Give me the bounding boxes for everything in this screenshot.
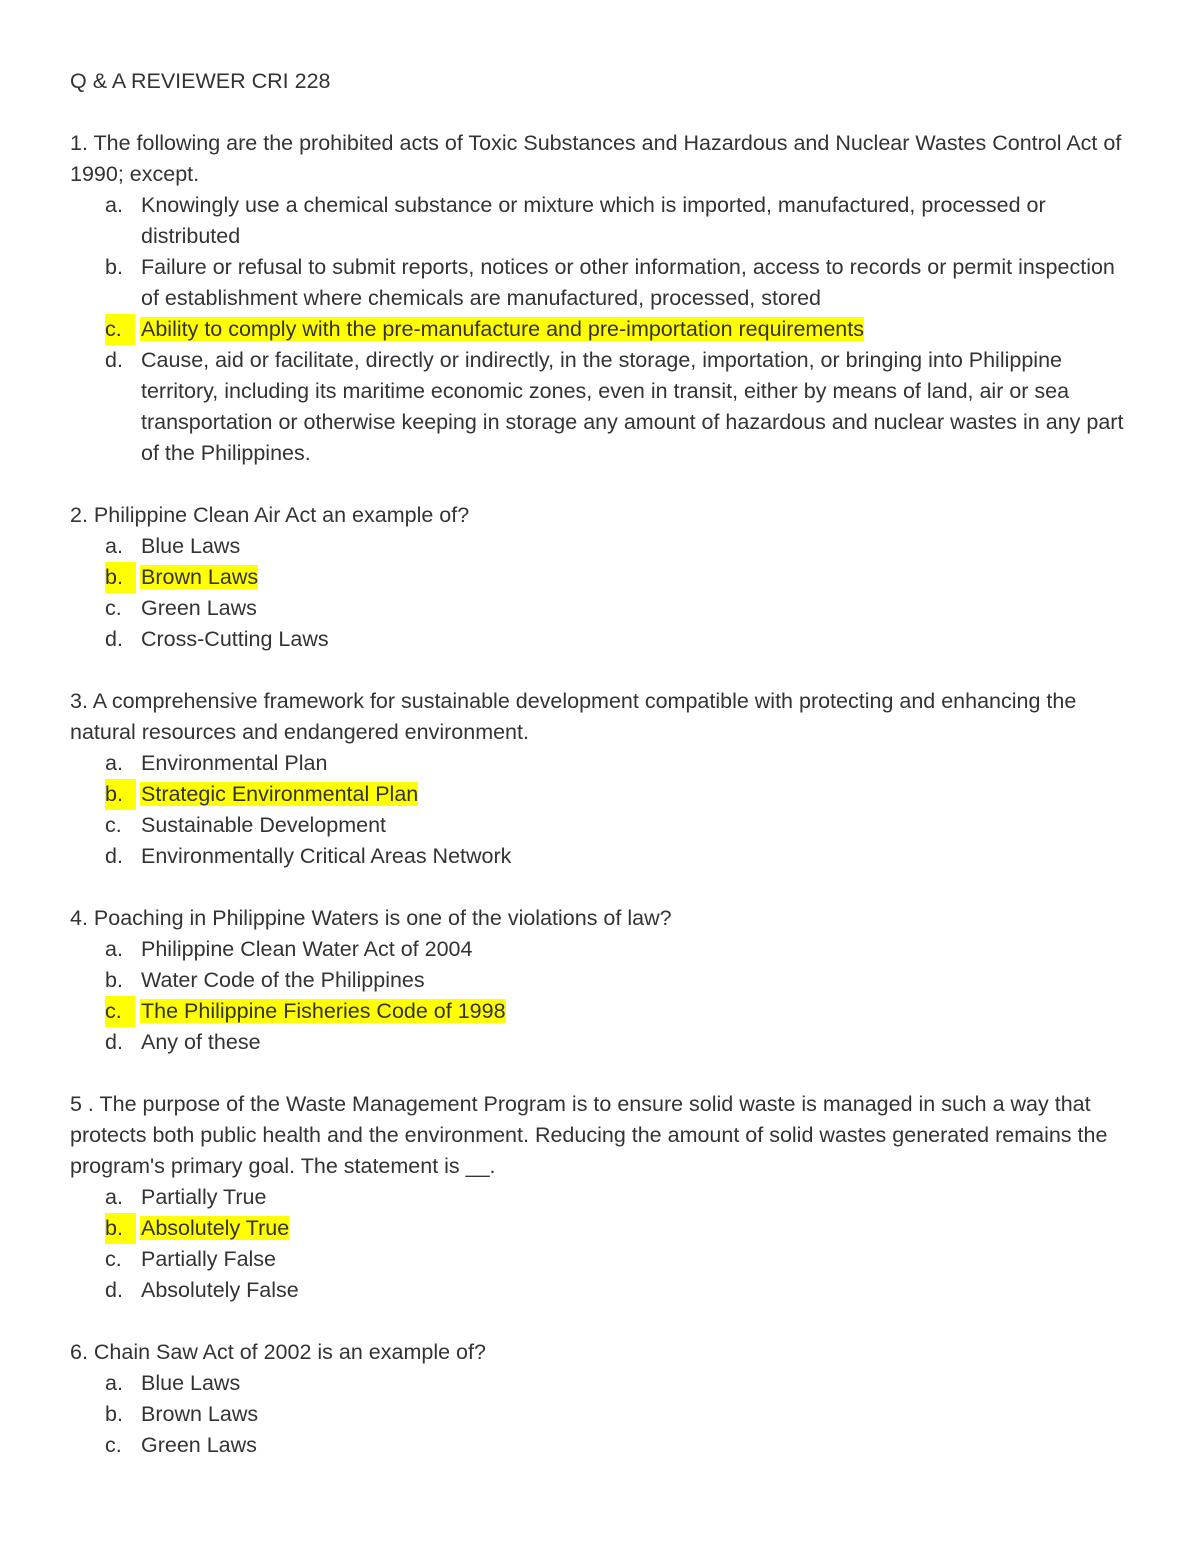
option-letter: b. (105, 779, 136, 810)
option-letter: c. (105, 596, 122, 620)
option-letter: d. (105, 844, 123, 868)
option-text: Brown Laws (141, 565, 259, 589)
answer-option (70, 965, 1130, 996)
answer-option (70, 1275, 1130, 1306)
answer-option-highlighted (70, 1213, 1130, 1244)
option-letter: a. (105, 534, 123, 558)
answer-option (70, 624, 1130, 655)
option-text: Blue Laws (141, 1371, 241, 1395)
answer-options (70, 934, 1130, 1058)
answer-option (70, 531, 1130, 562)
option-letter: d. (105, 1030, 123, 1054)
answer-options (70, 1182, 1130, 1306)
question-text: 3. A comprehensive framework for sustainable development compatible with protecting and enhancing the natural resources and endangered environment. (70, 689, 1077, 744)
option-letter: a. (105, 751, 123, 775)
option-letter: b. (105, 968, 123, 992)
option-letter: d. (105, 627, 123, 651)
document-page (70, 66, 1130, 1492)
question-text: 6. Chain Saw Act of 2002 is an example of? (70, 1340, 486, 1364)
question-text: 2. Philippine Clean Air Act an example of? (70, 503, 470, 527)
option-text: Absolutely True (141, 1216, 290, 1240)
option-letter: d. (105, 1278, 123, 1302)
question-text: 4. Poaching in Philippine Waters is one of the violations of law? (70, 906, 672, 930)
option-text: Green Laws (141, 596, 257, 620)
answer-options (70, 531, 1130, 655)
answer-option-highlighted (70, 314, 1130, 345)
option-text: Ability to comply with the pre-manufacture and pre-importation requirements (141, 317, 864, 341)
option-letter: c. (105, 1247, 122, 1271)
option-text: Strategic Environmental Plan (141, 782, 419, 806)
option-text: The Philippine Fisheries Code of 1998 (141, 999, 506, 1023)
option-letter: d. (105, 348, 123, 372)
option-letter: b. (105, 1402, 123, 1426)
document-title: Q & A REVIEWER CRI 228 (70, 69, 331, 93)
option-letter: b. (105, 1213, 136, 1244)
option-letter: c. (105, 813, 122, 837)
option-letter: c. (105, 1433, 122, 1457)
answer-option (70, 748, 1130, 779)
answer-option (70, 1182, 1130, 1213)
answer-options (70, 748, 1130, 872)
option-text: Absolutely False (141, 1278, 299, 1302)
answer-options (70, 190, 1130, 469)
question-1 (70, 128, 1130, 469)
question-text: 1. The following are the prohibited acts of Toxic Substances and Hazardous and Nuclear Wastes Control Act of 1990; except. (70, 131, 1122, 186)
option-text: Cross-Cutting Laws (141, 627, 329, 651)
answer-option (70, 345, 1130, 469)
option-letter: c. (105, 314, 135, 345)
option-text: Philippine Clean Water Act of 2004 (141, 937, 473, 961)
answer-option (70, 1399, 1130, 1430)
option-letter: a. (105, 937, 123, 961)
question-6 (70, 1337, 1130, 1461)
answer-options (70, 1368, 1130, 1461)
option-text: Water Code of the Philippines (141, 968, 425, 992)
answer-option (70, 1430, 1130, 1461)
question-4 (70, 903, 1130, 1058)
option-text: Failure or refusal to submit reports, notices or other information, access to records or permit inspection of establishment where chemicals are manufactured, processed, stored (141, 255, 1115, 310)
option-letter: c. (105, 996, 135, 1027)
answer-option (70, 1368, 1130, 1399)
answer-option (70, 593, 1130, 624)
option-text: Knowingly use a chemical substance or mixture which is imported, manufactured, processed or distributed (141, 193, 1046, 248)
option-letter: b. (105, 562, 136, 593)
question-5 (70, 1089, 1130, 1306)
answer-option (70, 1244, 1130, 1275)
option-text: Partially False (141, 1247, 277, 1271)
option-text: Blue Laws (141, 534, 241, 558)
question-text: 5 . The purpose of the Waste Management Program is to ensure solid waste is managed in such a way that protects both public health and the environment. Reducing the amount of solid wastes generated remains the program's primary goal. The statement is __. (70, 1092, 1108, 1178)
question-3 (70, 686, 1130, 872)
question-2 (70, 500, 1130, 655)
option-text: Environmentally Critical Areas Network (141, 844, 512, 868)
option-letter: a. (105, 1371, 123, 1395)
answer-option-highlighted (70, 996, 1130, 1027)
option-letter: a. (105, 1185, 123, 1209)
answer-option (70, 252, 1130, 314)
option-letter: a. (105, 193, 123, 217)
option-text: Cause, aid or facilitate, directly or indirectly, in the storage, importation, or bringing into Philippine territory, including its maritime economic zones, even in transit, either by means of land, air or sea transportation or otherwise keeping in storage any amount of hazardous and nuclear wastes in any part of the Philippines. (141, 348, 1124, 465)
option-text: Sustainable Development (141, 813, 387, 837)
answer-option (70, 190, 1130, 252)
answer-option-highlighted (70, 562, 1130, 593)
option-letter: b. (105, 255, 123, 279)
option-text: Brown Laws (141, 1402, 259, 1426)
answer-option (70, 934, 1130, 965)
option-text: Any of these (141, 1030, 261, 1054)
option-text: Partially True (141, 1185, 267, 1209)
answer-option (70, 1027, 1130, 1058)
option-text: Environmental Plan (141, 751, 328, 775)
option-text: Green Laws (141, 1433, 257, 1457)
question-list (70, 128, 1130, 1461)
answer-option (70, 841, 1130, 872)
answer-option (70, 810, 1130, 841)
answer-option-highlighted (70, 779, 1130, 810)
